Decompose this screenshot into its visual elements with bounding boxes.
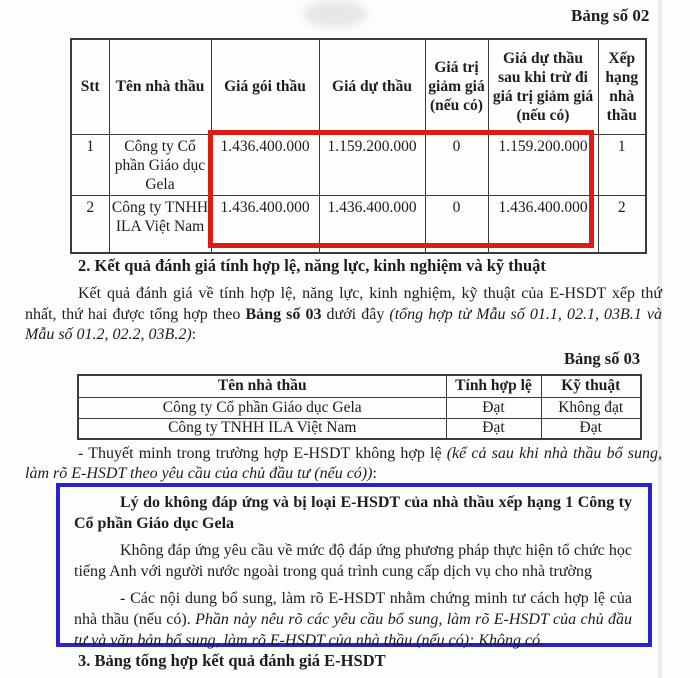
cell-contractor: Công ty Cổ phần Giáo dục Gela — [109, 134, 211, 195]
cell-package-price: 1.436.400.000 — [211, 134, 319, 195]
table-02-caption: Bảng số 02 — [571, 6, 650, 25]
column-header-bid-price: Giá dự thầu — [319, 39, 425, 134]
cell-contractor: Công ty TNHH ILA Việt Nam — [109, 195, 211, 253]
column-header-contractor: Tên nhà thầu — [78, 375, 446, 397]
section-3-heading: 3. Bảng tổng hợp kết quả đánh giá E-HSDT — [78, 651, 386, 670]
cell-validity: Đạt — [446, 418, 541, 439]
cell-contractor: Công ty Cổ phần Giáo dục Gela — [78, 397, 446, 418]
table-header-row — [78, 375, 641, 397]
table-row — [78, 418, 641, 439]
scan-smudge-artifact — [303, 0, 367, 28]
rejection-reason-detail: Không đáp ứng yêu cầu về mức độ đáp ứng phương pháp thực hiện tổ chức học tiếng Anh với người nước ngoài trong quá trình cung cấp dịch vụ cho nhà trường — [74, 542, 632, 580]
cell-validity: Đạt — [446, 397, 541, 418]
table-row — [78, 397, 641, 418]
table-row — [71, 195, 646, 253]
blue-highlight-box — [56, 483, 652, 647]
table-row — [71, 134, 646, 195]
cell-contractor: Công ty TNHH ILA Việt Nam — [78, 418, 446, 439]
cell-price-after-discount: 1.436.400.000 — [488, 195, 598, 253]
column-header-price-after-discount: Giá dự thầu sau khi trừ đi giá trị giảm giá (nếu có) — [488, 39, 598, 134]
cell-price-after-discount: 1.159.200.000 — [488, 134, 598, 195]
column-header-stt: Stt — [71, 39, 109, 134]
column-header-contractor: Tên nhà thầu — [109, 39, 211, 134]
column-header-rank: Xếp hạng nhà thầu — [598, 39, 646, 134]
section-2-heading: 2. Kết quả đánh giá tính hợp lệ, năng lực, kinh nghiệm và kỹ thuật — [78, 256, 546, 275]
column-header-discount: Giá trị giảm giá (nếu có) — [425, 39, 488, 134]
cell-stt: 2 — [71, 195, 109, 253]
explanation-note: - Thuyết minh trong trường hợp E-HSDT không hợp lệ (kể cả sau khi nhà thầu bổ sung, làm rõ E-HSDT theo yêu cầu của chủ đầu tư (nếu có)): — [25, 445, 662, 482]
table-03-caption: Bảng số 03 — [564, 349, 641, 368]
rejection-reason-heading: Lý do không đáp ứng và bị loại E-HSDT của nhà thầu xếp hạng 1 Công ty Cổ phần Giáo dục Gela — [74, 494, 632, 532]
cell-package-price: 1.436.400.000 — [211, 195, 319, 253]
cell-stt: 1 — [71, 134, 109, 195]
column-header-technical: Kỹ thuật — [541, 375, 641, 397]
cell-bid-price: 1.159.200.000 — [319, 134, 425, 195]
section-2-paragraph: Kết quả đánh giá về tính hợp lệ, năng lực, kinh nghiệm, kỹ thuật của E-HSDT xếp thứ nhất, thứ hai được tổng hợp theo Bảng số 03 dưới đây (tổng hợp từ Mẫu số 01.1, 02.1, 03B.1 và Mẫu số 01.2, 02.2, 03B.2): — [25, 285, 662, 343]
cell-discount: 0 — [425, 134, 488, 195]
cell-discount: 0 — [425, 195, 488, 253]
cell-technical: Đạt — [541, 418, 641, 439]
column-header-package-price: Giá gói thầu — [211, 39, 319, 134]
cell-rank: 2 — [598, 195, 646, 253]
cell-rank: 1 — [598, 134, 646, 195]
column-header-validity: Tính hợp lệ — [446, 375, 541, 397]
clarification-note: - Các nội dung bổ sung, làm rõ E-HSDT nhằm chứng minh tư cách hợp lệ của nhà thầu (nếu có). Phần này nêu rõ các yêu cầu bổ sung, làm rõ E-HSDT của chủ đầu tư và văn bản bổ sung, làm rõ E-HSDT của nhà thầu (nếu có): Không có. — [74, 590, 633, 649]
cell-bid-price: 1.436.400.000 — [319, 195, 425, 253]
cell-technical: Không đạt — [541, 397, 641, 418]
bid-price-table — [70, 38, 647, 254]
evaluation-result-table — [77, 374, 642, 440]
table-header-row — [71, 39, 646, 134]
